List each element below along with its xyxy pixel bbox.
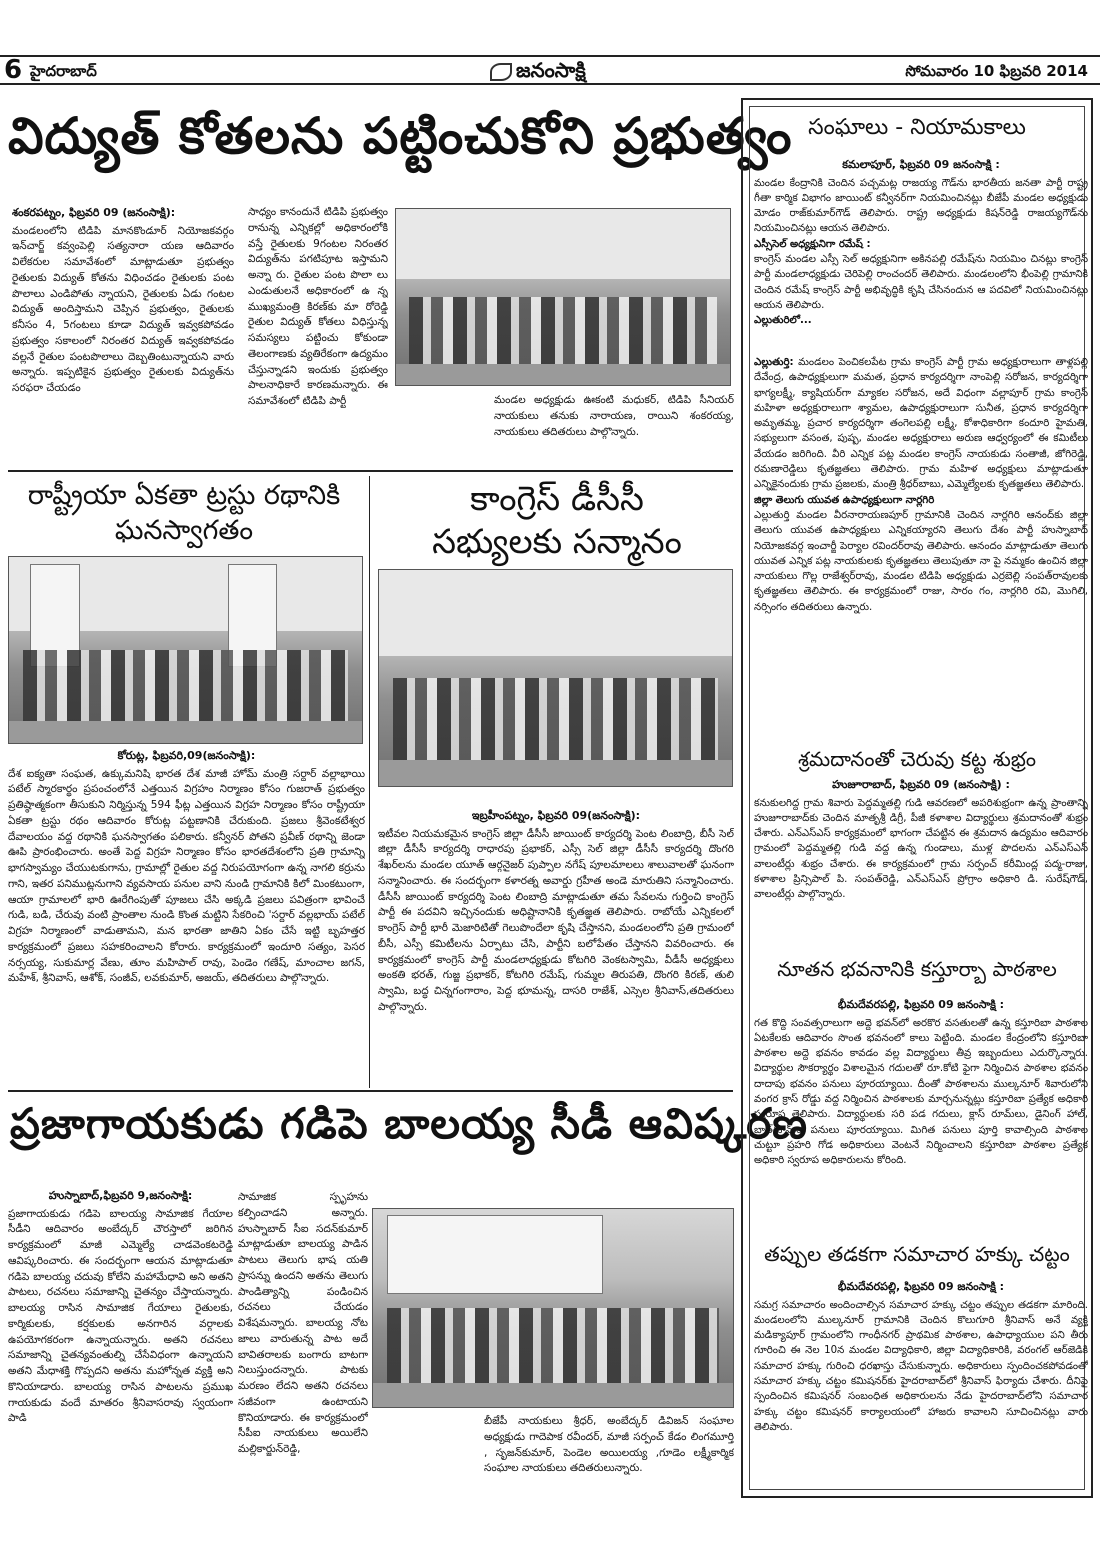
page-number: 6 [4, 55, 23, 85]
sidebar-headline-4: తప్పుల తడకగా సమాచార హక్కు చట్టం [764, 1242, 1070, 1266]
divider [8, 470, 733, 472]
sidebar-title: సంఘాలు - నియామకాలు [808, 115, 1026, 140]
page-section-city: హైదరాబాద్ [30, 62, 97, 80]
issue-date: సోమవారం 10 ఫిబ్రవరి 2014 [905, 62, 1088, 80]
story1-dateline: శంకరపట్నం, ఫిబ్రవరి 09 (జనంసాక్షి): [12, 206, 176, 219]
story3-headline [378, 478, 736, 563]
story1-column-2: సాధ్యం కానందునే టిడిపి ప్రభుత్వం రానున్న ఎన్నికల్లో అధికారంలోకి వస్తే రైతులకు 9గంటల నిరంతర విద్యుత్‌ను పగటిపూట ఇస్తామని అన్నా రు. రైతుల పంట పొలా లు ఎండుతులనే అధికారంలో ఉ న్న ముఖ్యమంత్రి కిరణ్‌కు మా రోరెడ్డి రైతుల విద్యుత్ కోతలు విధిస్తున్న సమస్యలు పట్టించు కోకుండా తెలంగాణకు వ్యతిరేకంగా ఉద్యమం చేస్తున్నాడని ఇందుకు ప్రభుత్వం పాలనాధికారే కారణమన్నారు. ఈ సమావేశంలో టిడిపి పార్టీ [248, 206, 388, 407]
story4-dateline: హుస్నాబాద్,ఫిబ్రవరి 9,జనంసాక్షి: [48, 1189, 193, 1202]
photo-group-of-people [409, 297, 716, 367]
sidebar-s2-label: ఎస్సీసెల్ అధ్యక్షునిగా రమేష్ : [754, 238, 871, 250]
divider [8, 1090, 733, 1092]
story2-headline [4, 478, 364, 548]
sidebar-h2-body: కనుకులగిద్ద గ్రామ శివారు పెద్దమ్మతల్లి గుడి ఆవరణలో అపరిశుభ్రంగా ఉన్న ప్రాంతాన్ని హుజూరాబాద్‌కు చెందిన మాతృశ్రీ డిగ్రీ, పీజీ కళాశాల విద్యార్థులు శ్రమదానంతో శుభ్రం చేశారు. ఎన్ఎస్ఎస్ కార్యక్రమంలో భాగంగా చేపట్టిన ఈ శ్రమదాన ఉద్యమం ఆదివారం గ్రామంలో పెద్దమ్మతల్లి గుడి వద్ద ఉన్న గుండాలు, ముళ్ల పొదలను ఎన్ఎస్ఎస్ వాలంటీర్లు శుభ్రం చేశారు. ఈ కార్యక్రమంలో గ్రామ సర్పంచ్ కరీమింద్ల పద్మ-రాజు, కళాశాల ప్రిన్సిపాల్ పి. సంపత్‌రెడ్డి, ఎన్ఎస్ఎస్ ప్రోగ్రాం అధికారి డి. సురేష్‌గౌడ్, వాలంటీర్లు పాల్గొన్నారు. [754, 797, 1088, 901]
sidebar-s3-label: ఎల్లుతురిలో... [754, 315, 812, 327]
story2-body: దేశ ఐక్యతా సంఘత, ఉక్కుమనిషి భారత దేశ మాజీ హోమ్ మంత్రి సర్దార్ వల్లాభాయి పటేల్ స్మారకార్థం ప్రపంచంలోనే ఎత్తయిన విగ్రహం నిర్మాణం కోసం గుజరాత్ ప్రభుత్వం ప్రతిష్ఠాత్మకంగా తీసుకుని నిర్మిస్తున్న 594 ఫీట్ల ఎత్తయిన విగ్రహ నిర్మాణం కోసం రాష్ట్రీయా ఏకతా ట్రస్టు రథం ఆదివారం కోరుట్ల పట్టణానికి చేరుకుంది. ప్రజలు శ్రీవెంకటేశ్వర దేవాలయం వద్ద రథానికి ఘనస్వాగతం పలికారు. కన్వీనర్ పోతని ప్రవీణ్ రథాన్ని జెండా ఊపి ప్రారంభించారు. అంతే పెద్ద విగ్రహ నిర్మాణం కోసం భారతదేశంలోని ప్రతి గ్రామాన్ని భాగస్వామ్యం చేయుటకుగాను, గ్రామాల్లో రైతుల వద్ద నిరుపయోగంగా ఉన్న నాగలి కర్రును గాని, ఇతర పనిముట్లనుగాని వ్యవసాయ పనుల వాని నుండి గ్రామానికి కిలో మింకటుంగా, ఆయా గ్రామాలలో భారి ఊరేగింపుతో పూజలు చేసి అక్కడి ప్రజలు పవిత్రంగా భావించే గుడి, బడి, చేరువు వంటి ప్రాంతాల నుండి కొంత మట్టిని సేకరించి 'సర్దార్ వల్లభాయ్ పటేల్ విగ్రహ నిర్మాణంలో వాడుతామని, మన భారతా జాతిని ఏకం చేసే ఇట్టి బృహత్తర కార్యక్రమంలో ప్రజలు సహకరించాలని కోరారు. కార్యక్రమంలో ఇందూరి సత్యం, పెసర నర్సయ్య, సుకుమార్ల వేణు, తూం మహిపాల్ రావు, పెండెం గణేష్, మాంచాల జగన్, మహేశ్, శ్రీనివాస్, ఆశోక్, సంజీవ్, లవకుమార్, అజయ్, తదితరులు పాల్గొన్నారు. [8, 767, 365, 985]
story3-body: ఇటీవల నియమకమైన కాంగ్రెస్ జిల్లా డీసీసీ జాయింట్ కార్యదర్శి పెంట లింబాద్రి, బీసీ సెల్ జిల్లా డీసీసీ కార్యదర్శి రాధారపు ప్రభాకర్, ఎస్సీ సెల్ జిల్లా డీసీసీ కార్యదర్శి దొంగరి శేఖర్‌లను మండల యూత్ ఆర్గనైజర్ పుప్పాల నగేష్ పూలమాలలు శాలువాలతో ఘనంగా సన్మానించారు. ఈ సందర్భంగా కళారత్న అవార్డు గ్రహీత అండె మారుతిని సన్మానించారు. డీసీసీ జాయింట్ కార్యదర్శి పెంట లింబాద్రి మాట్లాడుతూ తమ సేవలను గుర్తించి కాంగ్రెస్ పార్టీ ఈ పదవిని ఇచ్చినందుకు అధిష్టానానికి కృతజ్ఞత తెలిపారు. రాబోయే ఎన్నికలలో కాంగ్రెస్ పార్టీ భారీ మెజారిటితో గెలుపొందేలా కృషి చేస్తానని, మండలంలోని ప్రతి గ్రామంలో బీసీ, ఎస్సీ కమిటీలను ఏర్పాటు చేసి, పార్టీని బలోపేతం చేస్తానని వివరించారు. ఈ కార్యక్రమంలో కాంగ్రెస్ పార్టీ మండలాధ్యక్షుడు కోటగిరి వెంకటస్వామి, వీడీసీ అధ్యక్షులు అంకతి భరత్, గుజ్జ ప్రభాకర్, కోటగిరి రమేష్, గుమ్మల తిరుపతి, దొంగరి కిరణ్, తులి స్వామి, బద్ధ చిన్నగంగారాం, పెద్ద భూమన్న, దాసరి రాజేశ్, ఎస్సెల శ్రీనివాస్,తదితరులు పాల్గొన్నారు. [378, 827, 734, 1013]
sidebar-s4-label: జిల్లా తెలుగు యువత ఉపాధ్యక్షులుగా నార్లగిరి [754, 494, 935, 506]
story2-headline-line1: రాష్ట్రీయా ఏకతా ట్రస్టు రథానికి [27, 480, 341, 511]
story3-headline-line2: సభ్యులకు సన్మానం [432, 521, 682, 562]
story1-column-1 [12, 205, 234, 467]
sidebar-h3-dateline: భీమదేవరపల్లి, ఫిబ్రవరి 09 జనంసాక్షి : [837, 998, 1005, 1011]
sidebar-section-h4 [754, 1279, 1088, 1489]
story3-dateline: ఇబ్రహీంపట్నం, ఫిబ్రవరి 09(జనంసాక్షి): [471, 809, 641, 822]
story3-photo [378, 569, 733, 787]
story1-headline: విద్యుత్ కోతలను పట్టించుకోని ప్రభుత్వం [8, 107, 793, 165]
column-divider [369, 476, 370, 1088]
story1-photo [395, 208, 731, 386]
sidebar-box [741, 98, 1093, 1498]
sidebar-h4-dateline: భీమదేవరపల్లి, ఫిబ్రవరి 09 జనంసాక్షి : [837, 1280, 1005, 1293]
sidebar-section-h3 [754, 997, 1088, 1227]
photo-ground [373, 1383, 733, 1407]
story3-headline-line1: కాంగ్రెస్ డీసీసీ [470, 479, 644, 519]
leaf-logo-icon [490, 63, 512, 81]
photo-ground [9, 721, 362, 743]
photo-background [396, 209, 730, 279]
photo-group-of-people [387, 1308, 718, 1387]
masthead-title: జనంసాక్షి [516, 58, 586, 82]
story4-column-2: సామాజిక స్పృహను కల్పించాడని అన్నారు. హుస్నాబాద్ సీఐ సదన్‌కుమార్ మాట్లాడుతూ బాలయ్య పాడిన పాటలు తెలుగు భాష యతి ప్రాసన్ను ఉందని అతను తెలుగు పాండిత్యాన్ని పండించిన రచనలు చేయడం విశేషమన్నారు. బాలయ్య నోట జాలు వారుతున్న పాట అదే బావితరాలకు బంగారు బాటగా నిలుస్తుందన్నారు. పాటకు మరణం లేదని అతని రచనలు సజీవంగా ఉంటాయని కొనియాడారు. ఈ కార్యక్రమంలో సీపీఐ నాయకులు అయిలేని మల్లికార్జున్‌రెడ్డి, [238, 1191, 368, 1455]
story2-dateline: కోరుట్ల, ఫిబ్రవరి,09(జనంసాక్షి): [117, 749, 256, 762]
photo-background [379, 570, 732, 656]
sidebar-s1-dateline: కమలాపూర్, ఫిబ్రవరి 09 జనంసాక్షి : [842, 158, 1000, 171]
photo-ground [379, 760, 732, 786]
story4-column-3: బీజేపీ నాయకులు శ్రీధర్, అంబేద్కర్ డివిజన్ సంఘాల అధ్యక్షుడు గాదెపాక రవీందర్, మాజీ సర్పంచ్ కేడం లింగమూర్తి , సృజన్‌కుమార్, పెండెల అయిలయ్య ,గూడెం లక్ష్మీకార్మిక సంఘాల నాయకులు తదితరులున్నారు. [484, 1415, 734, 1475]
story1-body-1: మండలంలోని టిడిపి మానకొండూర్ నియోజకవర్గం ఇన్‌చార్జ్ కవ్వంపెల్లి సత్యనారా యణ ఆదివారం విలేకరుల సమావేశంలో మాట్లాడుతూ ప్రభుత్వం రైతులకు విద్యుత్ కోతను విధించడం రైతులకు పంట పొలాలు ఎండిపోతు న్నాయని, రైతులకు ఏడు గంటల విద్యుత్ అందిస్తామని చెప్పిన ప్రభుత్వం, రైతులకు కనీసం 4, 5గంటలు కూడా విద్యుత్ ఇవ్వకపోవడం ప్రభుత్వం సకాలంలో నిరంతర విద్యుత్ ఇవ్వకపోవడం వల్లనే రైతుల పంటపొలాలు దెబ్బతింటున్నాయని వారు అన్నారు. ఇప్పటికైన ప్రభుత్వం రైతులకు విద్యుత్‌ను సరఫరా చేయడం [12, 224, 234, 394]
sidebar-headline-2: శ్రమదానంతో చెరువు కట్ట శుభ్రం [798, 747, 1036, 771]
sidebar-headline-3: నూతన భవనానికి కస్తూర్బా పాఠశాల [777, 957, 1057, 981]
story2-photo [8, 556, 363, 744]
story4-headline: ప్రజాగాయకుడు గడిపె బాలయ్య సీడీ ఆవిష్కరణ [10, 1099, 808, 1148]
sidebar-inner-border [749, 106, 1088, 1490]
photo-group-of-people [393, 678, 718, 764]
photo-ground [396, 364, 730, 385]
sidebar-s3-lead: ఎల్లుతుర్తి: [754, 357, 794, 368]
story4-body-1: ప్రజాగాయకుడు గడిపె బాలయ్య సామాజిక గేయాల సీడీని ఆదివారం అంబేద్కర్ చౌరస్తాలో జరిగిన కార్యక్రమంలో మాజీ ఎమ్మెల్యే చాడవెంకటరెడ్డి ఆవిష్కరించారు. ఈ సందర్భంగా ఆయన మాట్లాడుతూ గడిపె బాలయ్య చదువు కోలేని మహామేధావి అని అతని పాటలు, రచనలు సమాజాన్ని చైతన్యం చేస్తాయన్నారు. బాలయ్య రాసిన సామాజిక గేయాలు రైతులకు, కార్మికులకు, కర్షకులకు అనగారిన వర్గాలకు ఉపయోగకరంగా ఉన్నాయన్నారు. అతని రచనలు సమాజాన్ని చైతన్యవంతుల్ని చేసేవిధంగా ఉన్నాయని అతని మేధాశక్తి గొప్పదని అతను మహోన్నత వ్యక్తి అని కొనియాడారు. బాలయ్య రాసిన పాటలను ప్రముఖ గాయకుడు వందే మాతరం శ్రీనివాసరావు స్వయంగా పాడి [8, 1207, 233, 1425]
photo-banner [387, 1215, 603, 1294]
story2-column [8, 748, 365, 1084]
masthead [490, 58, 586, 87]
story2-headline-line2: ఘనస్వాగతం [114, 515, 254, 547]
sidebar-s3-body: మండలం పెంచికలపేట గ్రామ కాంగ్రెస్ పార్టీ గ్రామ అధ్యక్షురాలుగా తాళ్లపల్లి దేవేంద్ర, ఉపాధ్యక్షులుగా మమత, ప్రధాన కార్యదర్శిగా నాంపెల్లి సరోజన, కార్యదర్శిగా భాగ్యలక్ష్మీ, క్యాషియర్‌గా మ్యాకల సరోజన, అదే విధంగా వల్లాపూర్ గ్రామ కాంగ్రెస్ మహిళా అధ్యక్షురాలుగా శ్యామల, ఉపాధ్యక్షురాలుగా సునీత, ప్రధాన కార్యదర్శిగా అమృతమ్మ, ప్రచార కార్యదర్శిగా తంగెలపల్లి లక్ష్మీ, కోశాధికారిగా కందూరి హైమతి, సభ్యులుగా వసంత, పుష్ప, మండల అధ్యక్షురాలు అరుణ ఆధ్వర్యంలో ఈ కమిటీలు వేయడం జరిగింది. వీరి ఎన్నిక పట్ల మండల కాంగ్రెస్ నాయకుడు సంతాజీ, జోగిరెడ్డి, రమణారెడ్డిలు కృతజ్ఞతలు తెలిపారు. గ్రామ మహిళ అధ్యక్షులు మాట్లాడుతూ ఎన్నికైనందుకు గ్రామ ప్రజలకు, మంత్రి శ్రీధర్‌బాబు, ఎమ్మెల్యేలకు కృతజ్ఞతలు తెలిపారు. [754, 357, 1088, 491]
sidebar-h3-body: గత కొద్ది సంవత్సరాలుగా అద్దె భవన్‌లో అరకొర వసతులతో ఉన్న కస్తూరిబా పాఠశాల ఏటకేలకు ఆదివారం సొంత భవనంలో కాలు పెట్టింది. మండల కేంద్రంలోని కస్తూరిబా పాఠశాల అద్దె భవనం కావడం వల్ల విద్యార్థులు తీవ్ర ఇబ్బందులు ఎదుర్కొన్నారు. విద్యార్థుల సౌకర్యార్థం విశాలమైన గదులతో రూ.కోటి ఫైగా నిర్మించిన పాఠశాల భవనం దాదాపు భవనం పనులు పూరయ్యాయి. దీంతో పాఠశాలను ముల్కనూర్ శివారులోని వంగర క్రాస్ రోడ్డు వద్ద నిర్మించిన పాఠశాలకు మార్చనున్నట్లు కస్తూరిబా ప్రత్యేక అధికారి స్వరూప తెలిపారు. విద్యార్థులకు సరి పడ గదులు, క్లాస్ రూమ్‌లు, డైనింగ్ హాల్, బాత్‌రూమ్‌ల పనులు పూరయ్యాయి. మిగిత పనులు పూర్తి కావాల్సింది పాఠశాల చుట్టూ ప్రహరి గోడ అధికారులు వెంటనే నిర్మించాలని కస్తూరిబా పాఠశాల ప్రత్యేక అధికారి స్వరూప అధికారులను కోరింది. [754, 1017, 1088, 1167]
sidebar-s4-body: ఎల్లుతుర్తి మండల వీరనారాయణపూర్ గ్రామానికి చెందిన నార్లగిరి ఆనంద్‌కు జిల్లా తెలుగు యువత ఉపాధ్యక్షులు ఎన్నికయ్యారని తెలుగు దేశం పార్టీ హుస్నాబాద్ నియోజకవర్గ ఇంచార్జీ పెర్యాల రవిందర్‌రావు తెలిపారు. ఆనందం మాట్లాడుతూ తెలుగు యువత ఎన్నిక పట్ల నాయకులకు కృతజ్ఞతలు తెలుపుతూ నా పై నమ్మకం ఉంచిన జిల్లా నాయకులు గొల్ల రాజేశ్వర్‌రావు, మండల టిడిపి అధ్యక్షుడు ఎర్రబెల్లి సంపత్‌రావులకు కృతజ్ఞతలు తెలిపారు. ఈ కార్యక్రమంలో రాజు, సారం గం, నార్లగిరి రవి, మొగిలి, నర్సింగం తదితరులు ఉన్నారు. [754, 509, 1088, 613]
sidebar-s2-body: కాంగ్రెస్ మండల ఎస్సీ సెల్ అధ్యక్షునిగా అకినపల్లి రమేష్‌ను నియమిం చినట్లు కాంగ్రెస్ పార్టీ మండలాధ్యక్షుడు చెరిపెల్లి రాంచందర్ తెలిపారు. మండలంలోని భీంపెల్లి గ్రామానికి చెందిన రమేష్ కాంగ్రెస్ పార్టీ అభివృద్ధికి కృషి చేసినందున ఆ పదవిలో నియమించినట్లు ఆయన తెలిపారు. [754, 253, 1088, 311]
story3-column [378, 808, 734, 1084]
sidebar-s1-body: మండల కేంద్రానికి చెందిన పచ్చమట్ల రాజయ్య గౌడ్‌ను భారతీయ జనతా పార్టీ రాష్ట్ర గీతా కార్మిక విభాగం జాయింట్ కన్వీనర్‌గా నియమించినట్లు బీజేపీ మండల అధ్యక్షుడు మోడం రాజ్‌కుమార్‌గౌడ్ తెలిపారు. రాష్ట్ర అధ్యక్షుడు కిషన్‌రెడ్డి రాజయ్యగౌడ్‌ను నియమించినట్లు ఆయన తెలిపారు. [754, 177, 1088, 235]
story1-column-3: మండల అధ్యక్షుడు ఊకంటి మధుకర్, టిడిపి సీనియర్ నాయకులు తనుకు నారాయణ, రాయిని శంకరయ్య, నాయకులు తదితరులు పాల్గొన్నారు. [494, 394, 734, 438]
sidebar-section-3 [754, 355, 1088, 725]
sidebar-h2-dateline: హుజూరాబాద్, ఫిబ్రవరి 09 (జనంసాక్షి) : [832, 778, 1010, 791]
sidebar-h4-body: సమగ్ర సమాచారం అందించాల్సిన సమాచార హక్కు చట్టం తప్పుల తడకగా మారింది. మండలంలోని ముల్కనూర్ గ్రామానికి చెందిన కొలుగూరి శ్రీనివాస్ అనే వ్యక్తి మడిక్యాపూర్ గ్రామంలోని గాంధీనగర్ ప్రాథమిక పాఠశాల, ఉపాధ్యాయుల పని తీరు గూరించి ఈ నెల 10న మండల విద్యాధికారి, జిల్లా విద్యాధికారికి, వరంగల్ ఆర్‌జెడికి సమాచార హక్కు గురించి ధరఖాస్తు చేసుకున్నారు. అధికారులు స్పందించకపోవడంతో సమాచార హక్కు చట్టం కమిషనర్‌కు హైదరాబాద్‌లో శ్రీనివాస్ ఫిర్యాదు చేశారు. దీనిపై స్పందించిన కమిషనర్ సంబంధిత అధికారులను నేడు హైదరాబాద్‌లోని సమాచార హక్కు చట్టం కమిషనర్ కార్యాలయంలో హాజరు కావాలని సూచించినట్లు వారు తెలిపారు. [754, 1299, 1088, 1433]
story4-photo [372, 1208, 734, 1408]
story4-column-1 [8, 1188, 233, 1506]
sidebar-section-h2 [754, 777, 1088, 947]
photo-group-of-people [23, 650, 348, 724]
